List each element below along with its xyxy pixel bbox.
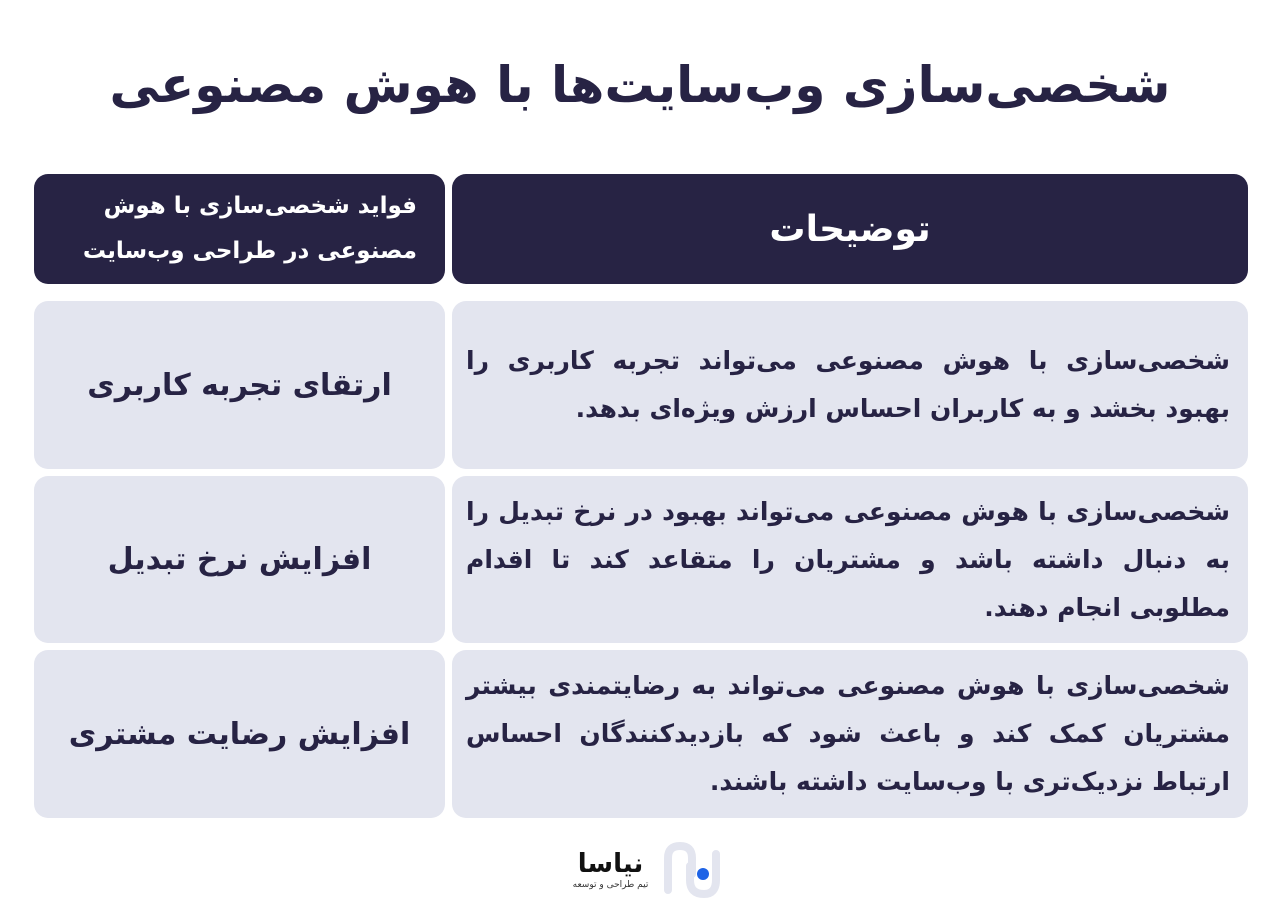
page-title: شخصی‌سازی وب‌سایت‌ها با هوش مصنوعی [109, 56, 1171, 114]
description-text: شخصی‌سازی با هوش مصنوعی می‌تواند تجربه کاربری را بهبود بخشد و به کاربران احساس ارزش ویژه‌ای بدهد. [466, 346, 1230, 423]
table-row [34, 301, 1248, 469]
brand-text [573, 849, 649, 891]
description-text: شخصی‌سازی با هوش مصنوعی می‌تواند به رضایتمندی بیشتر مشتریان کمک کند و باعث شود که بازدیدکنندگان احساس ارتباط نزدیک‌تری با وب‌سایت داشته باشند. [466, 671, 1230, 796]
logo-dot [697, 868, 709, 880]
description-cell [452, 476, 1248, 643]
benefit-cell: افزایش رضایت مشتری [34, 650, 445, 818]
description-cell [452, 650, 1248, 818]
benefit-cell: افزایش نرخ تبدیل [34, 476, 445, 643]
benefits-table [34, 174, 1248, 818]
niasa-logo-icon [660, 840, 722, 900]
brand-tagline: تیم طراحی و توسعه [572, 880, 649, 890]
table-row [34, 650, 1248, 818]
description-text: شخصی‌سازی با هوش مصنوعی می‌تواند بهبود در نرخ تبدیل را به دنبال داشته باشد و مشتریان را متقاعد کند تا اقدام مطلوبی انجام دهند. [466, 496, 1230, 622]
table-row [34, 476, 1248, 643]
description-cell [452, 301, 1248, 469]
footer-brand [560, 838, 735, 902]
brand-name: نیاسا [577, 849, 644, 879]
benefit-cell: ارتقای تجربه کاربری [34, 301, 445, 469]
header-benefits: فواید شخصی‌سازی با هوش مصنوعی در طراحی وب‌سایت [34, 174, 445, 284]
table-header-row [34, 174, 1248, 284]
header-descriptions: توضیحات [452, 174, 1248, 284]
